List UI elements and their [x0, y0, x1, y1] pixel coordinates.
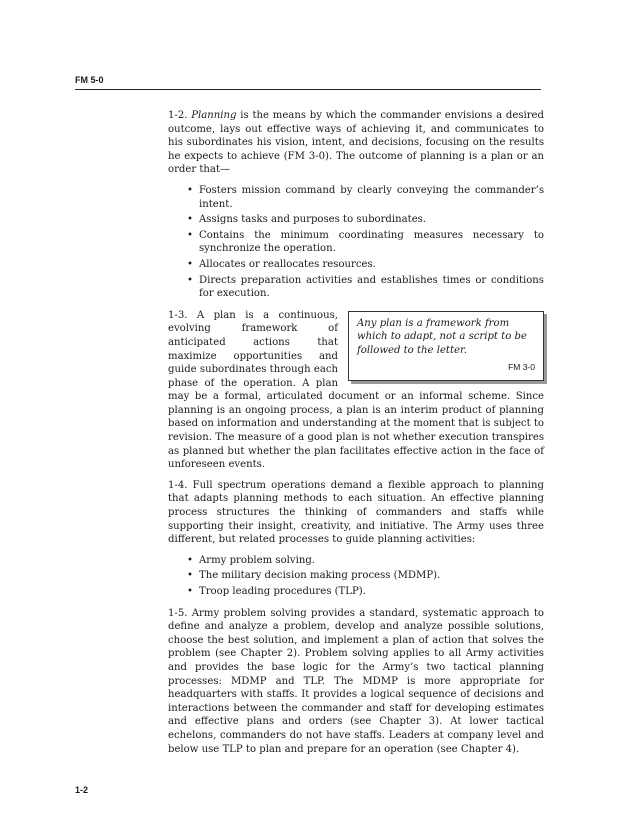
- planning-processes-list: [168, 554, 544, 599]
- list-item: • Troop leading procedures (TLP).: [199, 585, 544, 599]
- paragraph-1-5: 1-5. Army problem solving provides a standard, systematic approach to define and analyze a problem, develop and analyze possible solutions, choose the best solution, and implement a plan of action that solves the problem (see Chapter 2). Problem solving applies to all Army activities and provides the base logic for the Army’s two tactical planning processes: MDMP and TLP. The MDMP is more appropriate for headquarters with staffs. It provides a logical sequence of decisions and interactions between the commander and staff for developing estimates and effective plans and orders (see Chapter 3). At lower tactical echelons, commanders do not have staffs. Leaders at company level and below use TLP to plan and prepare for an operation (see Chapter 4).: [168, 607, 544, 755]
- paragraph-text: is the means by which the commander envisions a desired outcome, lays out effective ways of achieving it, and communicates to his subordinates his vision, intent, and decisions, focusing on the results he expects to achieve (FM 3-0). The outcome of planning is a plan or an order that—: [168, 110, 544, 176]
- list-item: • Directs preparation activities and establishes times or conditions for execution.: [199, 274, 544, 301]
- paragraph-1-2: [168, 109, 544, 177]
- list-item: • Army problem solving.: [199, 554, 544, 568]
- list-item: • Allocates or reallocates resources.: [199, 258, 544, 272]
- list-item: • The military decision making process (MDMP).: [199, 569, 544, 583]
- paragraph-1-3: 1-3. A plan is a continuous, evolving framework of anticipated actions that maximize opportunities and guide subordinates through each phase of the operation. A plan may be a formal, articulated document or an informal scheme. Since planning is an ongoing process, a plan is an interim product of planning based on information and understanding at the moment that is subject to revision. The measure of a good plan is not whether execution transpires as planned but whether the plan facilitates effective action in the face of unforeseen events.: [168, 309, 544, 471]
- running-header: [75, 75, 541, 90]
- paragraph-1-4: 1-4. Full spectrum operations demand a flexible approach to planning that adapts planning methods to each situation. An effective planning process structures the thinking of commanders and staffs while supporting their insight, creativity, and initiative. The Army uses three different, but related processes to guide planning activities:: [168, 479, 544, 546]
- list-item: • Fosters mission command by clearly conveying the commander’s intent.: [199, 184, 544, 211]
- callout-source: FM 3-0: [508, 361, 535, 372]
- quote-callout: [348, 311, 544, 381]
- paragraph-number: 1-2.: [168, 110, 188, 121]
- list-item: • Assigns tasks and purposes to subordinates.: [199, 213, 544, 227]
- header-manual-label: FM 5-0: [75, 75, 104, 85]
- list-item: • Contains the minimum coordinating measures necessary to synchronize the operation.: [199, 229, 544, 256]
- callout-quote: Any plan is a framework from which to adapt, not a script to be followed to the letter.: [357, 317, 527, 356]
- body-column: [168, 109, 544, 763]
- page-number: 1-2: [75, 785, 89, 795]
- plan-outcomes-list: [168, 184, 544, 301]
- term-planning: Planning: [191, 110, 237, 121]
